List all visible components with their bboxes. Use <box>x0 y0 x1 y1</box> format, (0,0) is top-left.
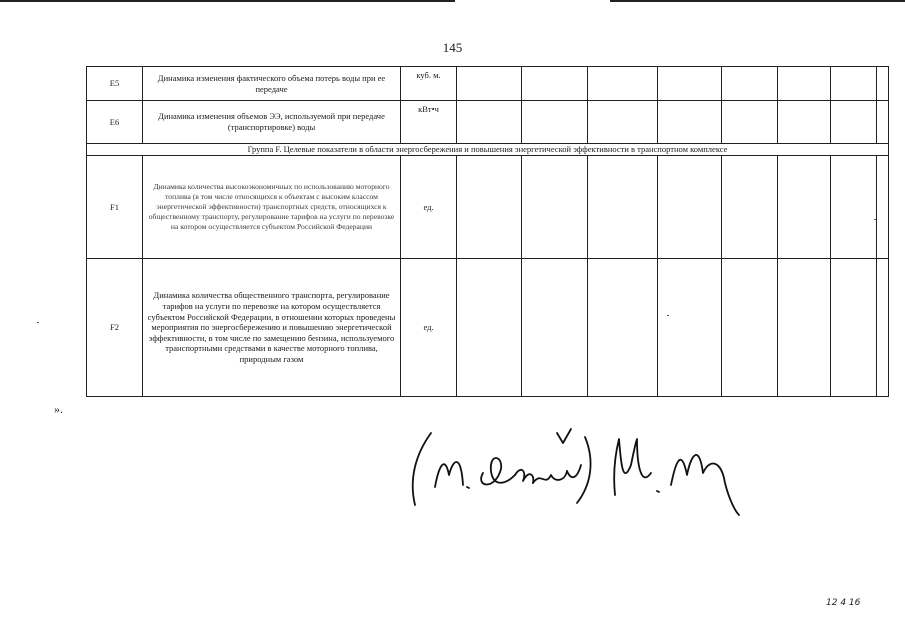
indicators-table <box>86 66 889 397</box>
row-unit: куб. м. <box>401 67 457 101</box>
value-cell <box>877 156 889 259</box>
scan-speck <box>37 322 39 323</box>
table-row <box>87 101 889 144</box>
value-cell <box>778 67 831 101</box>
scan-top-rule-right <box>610 0 905 2</box>
value-cell <box>522 259 588 397</box>
value-cell <box>457 259 522 397</box>
scan-top-rule <box>0 0 455 2</box>
table-row <box>87 67 889 101</box>
value-cell <box>778 156 831 259</box>
value-cell <box>831 259 877 397</box>
value-cell <box>658 156 722 259</box>
value-cell <box>588 259 658 397</box>
row-unit: ед. <box>401 259 457 397</box>
value-cell <box>778 101 831 144</box>
value-cell <box>722 156 778 259</box>
value-cell <box>522 101 588 144</box>
value-cell <box>877 67 889 101</box>
table-row <box>87 259 889 397</box>
value-cell <box>877 259 889 397</box>
value-cell <box>877 101 889 144</box>
row-description: Динамика количества общественного транспорта, регулирование тарифов на услуги по перевозке на котором осуществляется субъектом Российской Федерации, в отношении которых проведены мероприятия по энергосбережению и повышению энергетической эффективности, в том числе по замещению бензина, используемого транспортными средствами в качестве моторного топлива, природным газом <box>143 259 401 397</box>
row-code: F2 <box>87 259 143 397</box>
value-cell <box>588 67 658 101</box>
value-cell <box>457 67 522 101</box>
value-cell <box>831 101 877 144</box>
row-code: E6 <box>87 101 143 144</box>
value-cell <box>457 156 522 259</box>
row-description: Динамика изменения объемов ЭЭ, используемой при передаче (транспортировке) воды <box>143 101 401 144</box>
row-code: E5 <box>87 67 143 101</box>
value-cell <box>831 156 877 259</box>
group-header-row <box>87 144 889 156</box>
row-unit: кВт•ч <box>401 101 457 144</box>
scan-speck <box>667 315 669 316</box>
value-cell <box>457 101 522 144</box>
value-cell <box>588 156 658 259</box>
handwritten-signature <box>405 425 745 520</box>
scan-speck <box>874 219 876 220</box>
value-cell <box>658 67 722 101</box>
value-cell <box>831 67 877 101</box>
row-unit: ед. <box>401 156 457 259</box>
table-row <box>87 156 889 259</box>
row-description: Динамика изменения фактического объема потерь воды при ее передаче <box>143 67 401 101</box>
value-cell <box>658 101 722 144</box>
page-number: 145 <box>442 40 463 55</box>
value-cell <box>722 67 778 101</box>
value-cell <box>588 101 658 144</box>
corner-handwritten-note: 12 4 16 <box>826 598 861 608</box>
value-cell <box>522 156 588 259</box>
value-cell <box>722 259 778 397</box>
closing-quote: ». <box>54 402 63 416</box>
value-cell <box>658 259 722 397</box>
value-cell <box>522 67 588 101</box>
value-cell <box>778 259 831 397</box>
row-description: Динамика количества высокоэкономичных по использованию моторного топлива (в том числе относящихся к объектам с высоким классом энергетической эффективности) транспортных средств, относящихся к общественному транспорту, регулирование тарифов на услуги по перевозке на котором осуществляется субъектом Российской Федерации <box>143 156 401 259</box>
value-cell <box>722 101 778 144</box>
group-f-title: Группа F. Целевые показатели в области энергосбережения и повышения энергетической эффективности в транспортном комплексе <box>87 144 889 156</box>
row-code: F1 <box>87 156 143 259</box>
